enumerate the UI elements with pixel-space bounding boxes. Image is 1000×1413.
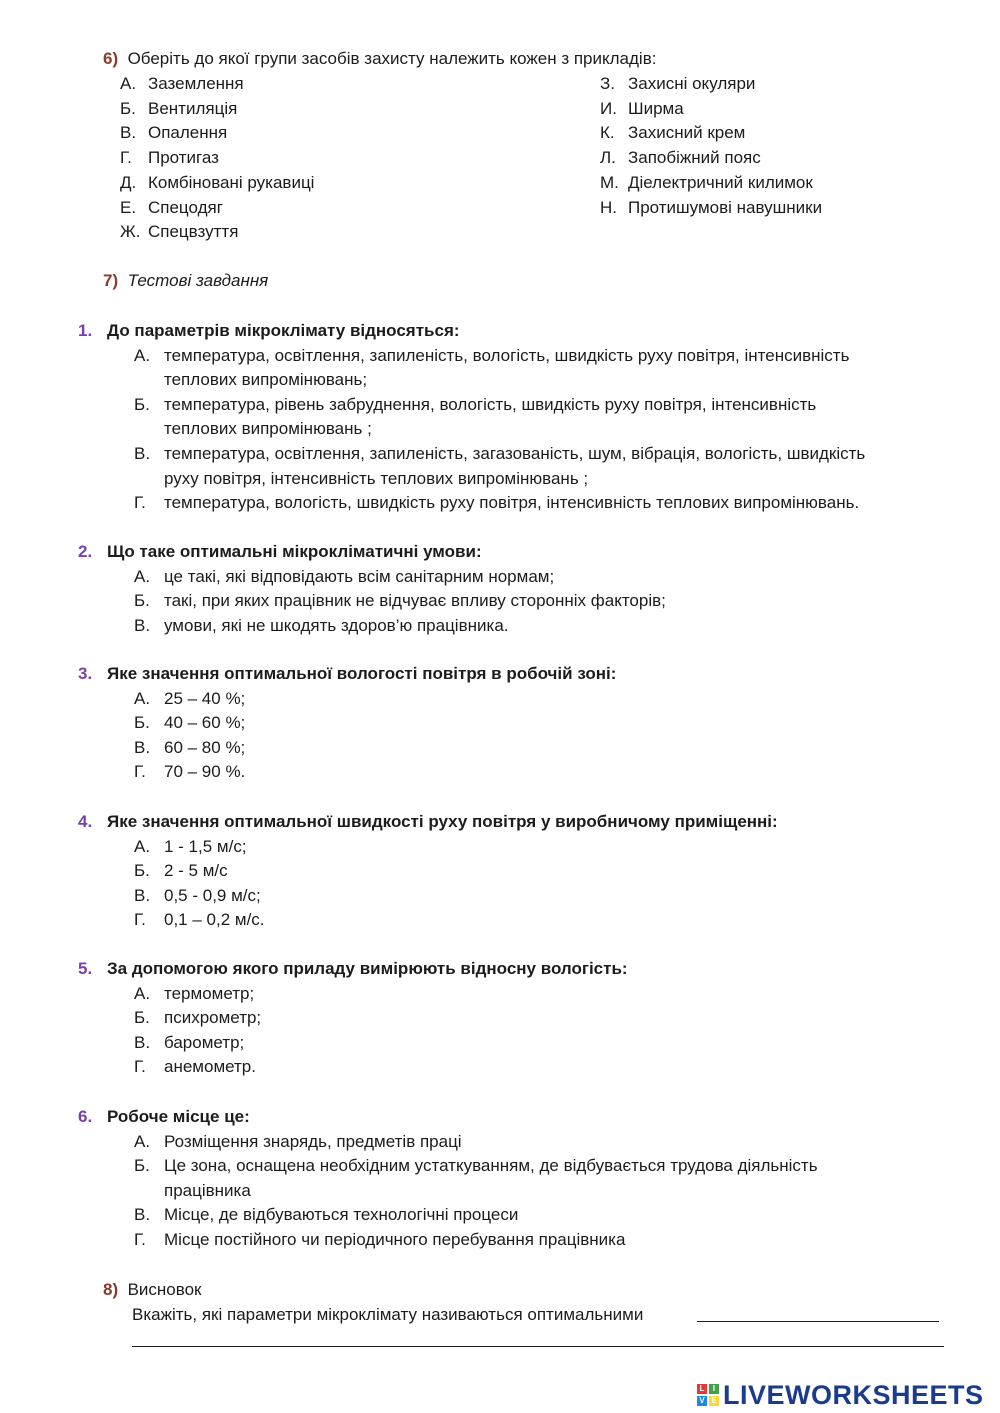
answer-option[interactable] [134,1007,261,1029]
option-letter: Б. [134,1008,150,1028]
option-text: психрометр; [164,1008,262,1028]
question-number: 3. [78,664,93,683]
section-6-title: Оберіть до якої групи засобів захисту належить кожен з прикладів: [127,49,657,68]
logo-text: LIVEWORKSHEETS [723,1379,984,1410]
option-letter: Б. [134,591,150,611]
option-text: 60 – 80 %; [164,737,246,757]
option-text: 1 - 1,5 м/с; [164,836,247,856]
conclusion-prompt-line [132,1304,643,1326]
example-text: Ширма [628,98,684,118]
protection-example [600,147,761,169]
question-number: 4. [78,812,93,831]
protection-example [120,122,227,144]
logo-tile: V [697,1396,707,1406]
example-text: Протигаз [148,148,219,168]
option-letter: Г. [134,1230,146,1249]
example-text: Спецвзуття [148,222,239,242]
option-text: 25 – 40 %; [164,688,246,708]
option-text: 0,1 – 0,2 м/с. [164,910,265,930]
option-letter: В. [134,444,151,463]
example-letter: Е. [120,197,137,217]
answer-option[interactable] [134,885,261,907]
answer-option[interactable] [134,492,859,514]
option-text: 2 - 5 м/с [164,861,228,881]
option-letter: В. [134,885,151,905]
section-7-title: Тестові завдання [127,271,269,290]
example-letter: Л. [600,148,616,168]
answer-option-continuation [164,369,367,391]
answer-option-continuation [164,418,372,440]
question-text: До параметрів мікроклімату відносяться: [107,321,460,340]
option-text: 70 – 90 %. [164,762,246,782]
example-text: Протишумові навушники [628,197,823,217]
answer-option[interactable] [134,836,247,858]
logo-tile: L [697,1384,707,1394]
option-text: Місце постійного чи періодичного перебування працівника [164,1230,626,1249]
section-7-heading [103,270,268,292]
option-letter: Б. [134,713,150,733]
option-text: анемометр. [164,1057,256,1077]
option-text: теплових випромінювань ; [164,419,372,439]
option-text: теплових випромінювань; [164,370,368,390]
example-text: Опалення [148,123,228,143]
option-text: температура, освітлення, запиленість, вологість, швидкість руху повітря, інтенсивність [164,345,850,365]
section-6-heading [103,48,656,70]
option-letter: В. [134,1205,151,1225]
answer-option-continuation [164,468,588,490]
answer-option[interactable] [134,688,245,710]
question-heading [78,811,778,833]
option-text: температура, рівень забруднення, вологість, швидкість руху повітря, інтенсивність [164,394,817,414]
example-letter: Б. [120,98,136,118]
option-letter: Б. [134,394,150,414]
option-letter: А. [134,983,151,1003]
section-8-title: Висновок [127,1280,202,1299]
logo-tiles [697,1384,719,1406]
answer-option[interactable] [134,1131,462,1153]
section-6-number: 6) [103,49,119,68]
example-letter: З. [600,74,615,93]
answer-option[interactable] [134,712,245,734]
example-text: Запобіжний пояс [628,148,761,168]
example-letter: Г. [120,148,132,168]
option-text: Місце, де відбуваються технологічні процеси [164,1205,519,1225]
option-text: термометр; [164,983,255,1003]
option-text: температура, освітлення, запиленість, загазованість, шум, вібрація, вологість, швидкість [164,444,866,463]
option-letter: А. [134,688,151,708]
option-letter: Г. [134,762,146,782]
option-letter: Г. [134,910,146,930]
example-text: Заземлення [148,74,244,93]
section-7-number: 7) [103,271,119,290]
option-text: 0,5 - 0,9 м/с; [164,885,261,905]
question-number: 2. [78,542,93,561]
question-number: 1. [78,321,93,340]
option-text: Розміщення знарядь, предметів праці [164,1131,462,1151]
protection-example [120,221,238,243]
example-text: Вентиляція [148,98,238,118]
example-letter: И. [600,98,617,118]
answer-option[interactable] [134,1155,818,1177]
protection-example [120,197,223,219]
question-number: 5. [78,959,93,978]
option-letter: Б. [134,1156,150,1176]
question-heading [78,541,482,563]
question-heading [78,958,628,980]
protection-example [120,73,244,95]
option-letter: А. [134,1131,151,1151]
protection-example [120,172,314,194]
conclusion-answer-blank-1[interactable] [697,1306,939,1322]
logo-tile: I [709,1384,719,1394]
section-8-number: 8) [103,1280,119,1299]
answer-option[interactable] [134,394,816,416]
option-letter: А. [134,566,151,586]
protection-example [600,197,822,219]
answer-option[interactable] [134,983,254,1005]
option-letter: В. [134,615,151,635]
example-letter: М. [600,172,619,192]
option-text: це такі, які відповідають всім санітарним нормам; [164,566,555,586]
question-text: Яке значення оптимальної швидкості руху повітря у виробничому приміщенні: [107,812,778,831]
answer-option[interactable] [134,1204,518,1226]
answer-option[interactable] [134,1229,625,1251]
answer-option[interactable] [134,345,849,367]
example-text: Спецодяг [148,197,223,217]
protection-example [120,98,237,120]
protection-example [600,122,745,144]
option-letter: В. [134,1032,151,1052]
question-heading [78,663,616,685]
answer-option[interactable] [134,1032,244,1054]
option-text: такі, при яких працівник не відчуває впливу сторонніх факторів; [164,591,666,611]
option-text: Це зона, оснащена необхідним устаткуванням, де відбувається трудова діяльність [164,1156,818,1176]
option-letter: А. [134,345,151,365]
option-letter: Б. [134,861,150,881]
answer-option[interactable] [134,615,509,637]
answer-option[interactable] [134,566,554,588]
option-text: 40 – 60 %; [164,713,246,733]
option-text: умови, які не шкодять здоров’ю працівника. [164,615,509,635]
protection-example [120,147,219,169]
question-text: Робоче місце це: [107,1107,250,1126]
example-letter: Ж. [120,222,141,242]
option-letter: В. [134,737,151,757]
logo-tile: E [709,1396,719,1406]
liveworksheets-logo [697,1380,984,1410]
answer-option[interactable] [134,909,265,931]
example-letter: К. [600,123,615,143]
example-text: Захисний крем [628,123,746,143]
example-letter: А. [120,74,137,93]
option-text: працівника [164,1180,251,1200]
conclusion-answer-blank-2[interactable] [132,1331,944,1347]
example-text: Захисні окуляри [628,74,756,93]
question-heading [78,1106,250,1128]
question-text: За допомогою якого приладу вимірюють відносну вологість: [107,959,628,978]
answer-option[interactable] [134,443,865,465]
answer-option-continuation [164,1180,251,1202]
answer-option[interactable] [134,860,228,882]
answer-option[interactable] [134,737,245,759]
example-letter: В. [120,123,137,143]
question-text: Яке значення оптимальної вологості повітря в робочій зоні: [107,664,617,683]
protection-example [600,98,684,120]
question-number: 6. [78,1107,93,1126]
conclusion-prompt: Вкажіть, які параметри мікроклімату називаються оптимальними [132,1305,644,1324]
example-letter: Н. [600,197,617,217]
option-text: температура, вологість, швидкість руху повітря, інтенсивність теплових випромінювань. [164,493,860,513]
section-8-heading [103,1279,202,1301]
option-letter: Г. [134,1057,146,1077]
example-letter: Д. [120,172,137,192]
answer-option[interactable] [134,590,666,612]
protection-example [600,73,755,95]
option-letter: А. [134,836,151,856]
question-heading [78,320,460,342]
option-letter: Г. [134,493,146,513]
answer-option[interactable] [134,761,245,783]
option-text: руху повітря, інтенсивність теплових випромінювань ; [164,468,589,488]
protection-example [600,172,813,194]
option-text: барометр; [164,1032,245,1052]
answer-option[interactable] [134,1056,256,1078]
example-text: Діелектричний килимок [628,172,813,192]
question-text: Що таке оптимальні мікрокліматичні умови: [107,542,482,561]
example-text: Комбіновані рукавиці [148,172,315,192]
